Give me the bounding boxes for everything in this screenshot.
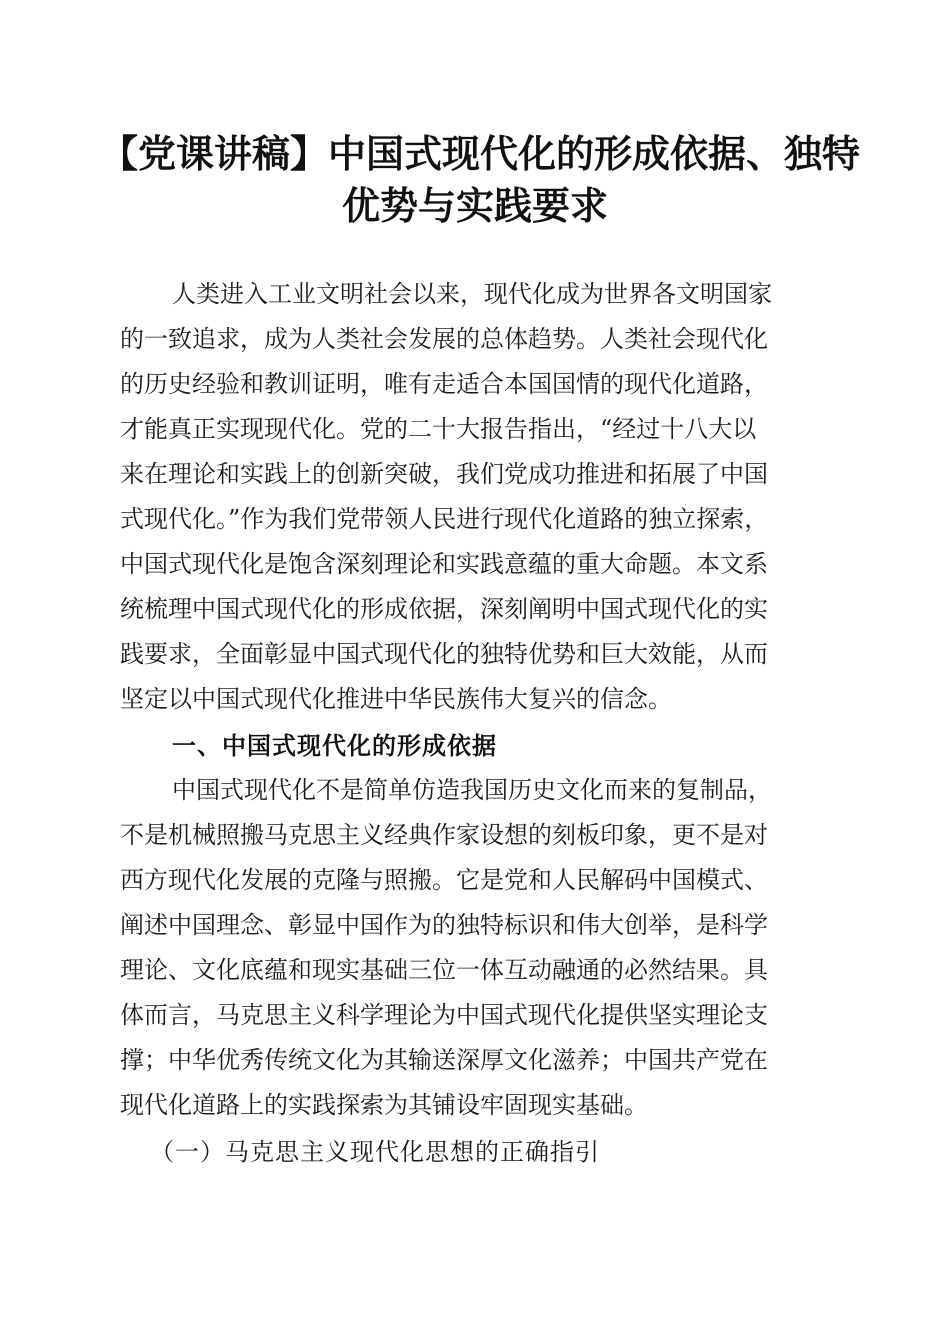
paragraph-line: 中国式现代化是饱含深刻理论和实践意蕴的重大命题。本文系 [120,550,768,578]
title-line-1: 【党课讲稿】中国式现代化的形成依据、独特 [100,132,861,176]
paragraph-line: 体而言，马克思主义科学理论为中国式现代化提供坚实理论支 [120,1001,768,1029]
paragraph-line: 理论、文化底蕴和现实基础三位一体互动融通的必然结果。具 [120,956,768,984]
paragraph-line: 撑；中华优秀传统文化为其输送深厚文化滋养；中国共产党在 [120,1046,768,1074]
paragraph-line: 阐述中国理念、彰显中国作为的独特标识和伟大创举，是科学 [120,911,768,939]
document-title [100,128,861,232]
paragraph-line: 的一致追求，成为人类社会发展的总体趋势。人类社会现代化 [120,325,768,353]
paragraph-line: 人类进入工业文明社会以来，现代化成为世界各文明国家 [172,280,772,308]
paragraph-line: 不是机械照搬马克思主义经典作家设想的刻板印象，更不是对 [120,821,768,849]
paragraph-line: 来在理论和实践上的创新突破，我们党成功推进和拓展了中国 [120,460,768,488]
paragraph-line: 统梳理中国式现代化的形成依据，深刻阐明中国式现代化的实 [120,595,768,623]
paragraph-line: 才能真正实现现代化。党的二十大报告指出，“经过十八大以 [120,415,757,443]
title-line-2: 优势与实践要求 [341,184,608,228]
paragraph-line: 现代化道路上的实践探索为其铺设牢固现实基础。 [120,1091,648,1119]
section-heading: 一、中国式现代化的形成依据 [172,732,497,760]
subsection-heading: （一）马克思主义现代化思想的正确指引 [150,1138,600,1166]
paragraph-line: 的历史经验和教训证明，唯有走适合本国国情的现代化道路， [120,370,768,398]
paragraph-line: 坚定以中国式现代化推进中华民族伟大复兴的信念。 [120,685,672,713]
paragraph-line: 中国式现代化不是简单仿造我国历史文化而来的复制品， [172,776,772,804]
intro-paragraph [120,272,832,722]
paragraph-line: 式现代化。”作为我们党带领人民进行现代化道路的独立探索， [120,505,769,533]
section1-paragraph [120,768,832,1128]
paragraph-line: 西方现代化发展的克隆与照搬。它是党和人民解码中国模式、 [120,866,768,894]
paragraph-line: 践要求，全面彰显中国式现代化的独特优势和巨大效能，从而 [120,640,768,668]
